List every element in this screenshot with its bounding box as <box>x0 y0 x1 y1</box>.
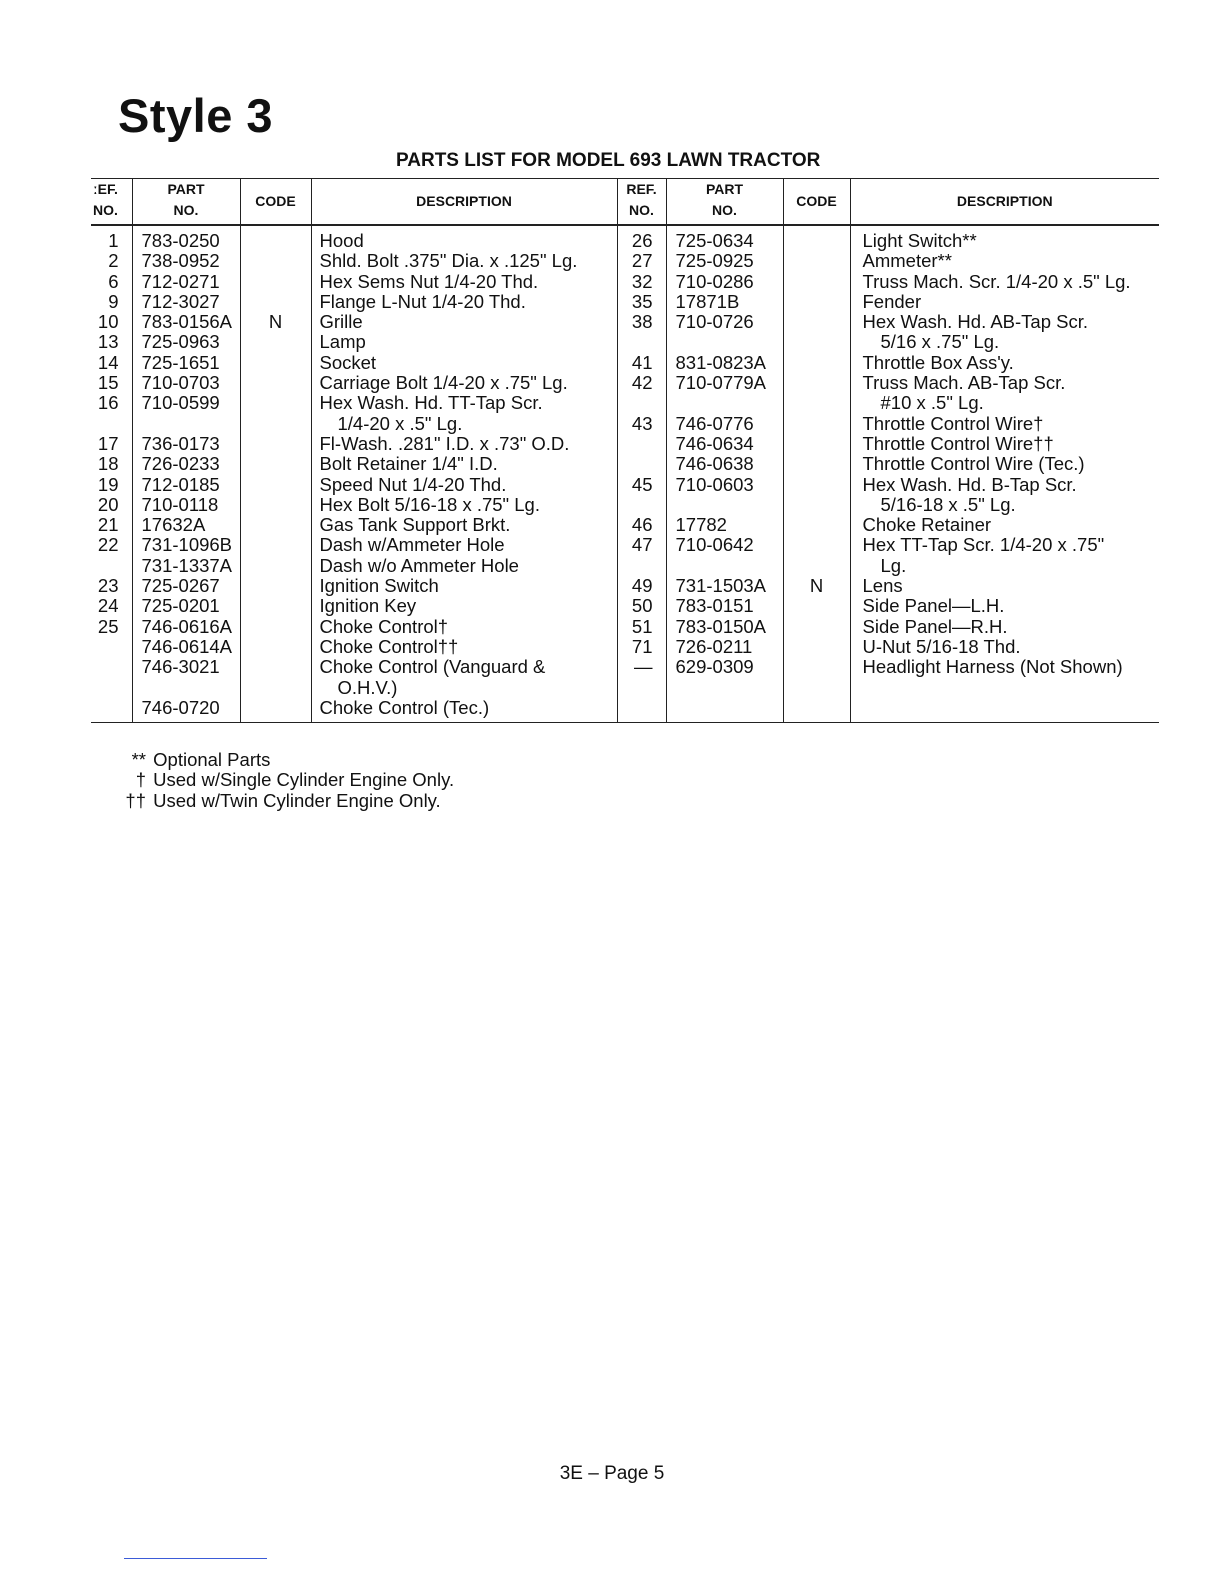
left-desc-cell: Grille <box>319 311 363 333</box>
right-code-cell <box>784 272 850 292</box>
right-part-cell: 783-0150A <box>675 615 767 637</box>
left-desc-cell: Choke Control† <box>319 615 449 637</box>
left-part-column <box>132 225 240 723</box>
left-part-cell: 736-0173 <box>141 432 220 454</box>
right-code-cell <box>784 515 850 535</box>
left-ref-cell: 21 <box>97 514 119 536</box>
right-ref-cell: 49 <box>631 575 653 597</box>
right-code-continuation <box>784 332 850 352</box>
left-desc-cell: Shld. Bolt .375" Dia. x .125" Lg. <box>319 250 578 272</box>
right-part-cell: 17782 <box>675 514 727 536</box>
left-part-continuation <box>142 414 240 434</box>
left-ref-cell: 16 <box>97 392 119 414</box>
right-desc-continuation: Lg. <box>880 554 907 576</box>
parts-list-title: PARTS LIST FOR MODEL 693 LAWN TRACTOR <box>396 150 821 171</box>
table-header-row <box>91 179 1159 226</box>
left-code-cell <box>241 535 311 555</box>
left-part-cell: 712-0271 <box>141 270 220 292</box>
left-ref-cell: 9 <box>108 290 119 312</box>
right-desc-cell: Headlight Harness (Not Shown) <box>862 656 1123 678</box>
right-desc-cell: Ammeter** <box>862 250 952 272</box>
right-part-column <box>666 225 783 723</box>
footnotes <box>118 750 454 811</box>
left-code-cell <box>241 332 311 352</box>
right-ref-cell: 35 <box>631 290 653 312</box>
right-code-cell <box>784 251 850 271</box>
left-ref-cell: 6 <box>108 270 119 292</box>
right-code-cell <box>784 434 850 454</box>
footnote: †† Used w/Twin Cylinder Engine Only. <box>125 789 441 811</box>
right-ref-cell: — <box>634 656 653 678</box>
right-desc-cell: Hex Wash. Hd. AB-Tap Scr. <box>862 311 1089 333</box>
left-ref-cell: 19 <box>97 473 119 495</box>
right-code-cell <box>784 292 850 312</box>
right-code-cell <box>784 657 850 677</box>
left-desc-cell: Dash w/o Ammeter Hole <box>319 554 519 576</box>
right-desc-cell: Lens <box>862 575 903 597</box>
right-desc-continuation: #10 x .5" Lg. <box>880 392 984 414</box>
right-desc-cell: Throttle Box Ass'y. <box>862 351 1014 373</box>
right-code-continuation <box>784 495 850 515</box>
left-ref-cell: 2 <box>108 250 119 272</box>
left-code-cell <box>241 292 311 312</box>
right-ref-cell: 47 <box>631 534 653 556</box>
left-code-cell <box>241 393 311 413</box>
footnote: ** Optional Parts <box>131 749 271 770</box>
left-ref-column <box>91 225 132 723</box>
right-desc-cell: Fender <box>862 290 922 312</box>
right-ref-cell <box>618 434 653 454</box>
right-code-cell <box>784 414 850 434</box>
right-code-cell <box>784 475 850 495</box>
left-code-cell <box>241 698 311 718</box>
right-ref-cell <box>618 454 653 474</box>
right-code-continuation <box>784 556 850 576</box>
right-ref-cell: 51 <box>631 615 653 637</box>
left-code-cell <box>241 617 311 637</box>
left-ref-cell: 22 <box>97 534 119 556</box>
right-part-cell: 731-1503A <box>675 575 767 597</box>
left-code-cell: N <box>268 311 283 333</box>
left-part-cell: 746-3021 <box>141 656 220 678</box>
right-desc-cell: Throttle Control Wire† <box>862 412 1044 434</box>
right-desc-cell: Side Panel—R.H. <box>862 615 1008 637</box>
right-part-continuation <box>676 556 783 576</box>
left-ref-cell: 25 <box>97 615 119 637</box>
header-ref-no: ːEF. NO. <box>91 179 132 226</box>
left-desc-continuation: 1/4-20 x .5" Lg. <box>337 412 463 434</box>
left-ref-cell: 1 <box>108 230 119 251</box>
left-ref-cell <box>91 556 119 576</box>
right-desc-cell: U-Nut 5/16-18 Thd. <box>862 635 1021 657</box>
left-desc-cell: Choke Control (Vanguard & <box>319 656 546 678</box>
header-part-no-right: PART NO. <box>666 179 783 226</box>
right-part-cell: 726-0211 <box>675 635 753 657</box>
right-code-cell <box>784 312 850 332</box>
right-ref-cell: 27 <box>631 250 653 272</box>
left-part-cell: 783-0250 <box>141 230 220 251</box>
right-ref-cell: 46 <box>631 514 653 536</box>
left-desc-cell: Ignition Key <box>319 595 417 617</box>
left-desc-continuation: O.H.V.) <box>337 676 398 698</box>
right-ref-cell: 38 <box>631 311 653 333</box>
right-part-continuation <box>676 393 783 413</box>
left-ref-cell: 14 <box>97 351 119 373</box>
left-part-cell: 738-0952 <box>141 250 220 272</box>
header-code-right: CODE <box>783 179 850 226</box>
left-ref-cell <box>91 657 119 677</box>
right-part-cell: 725-0634 <box>675 230 754 251</box>
right-description-column <box>850 225 1159 723</box>
right-code-cell <box>784 637 850 657</box>
right-ref-continuation <box>618 556 653 576</box>
header-code: CODE <box>240 179 311 226</box>
right-part-cell: 746-0638 <box>675 453 754 475</box>
left-ref-cell: 18 <box>97 453 119 475</box>
right-ref-cell: 45 <box>631 473 653 495</box>
right-part-cell: 710-0603 <box>675 473 754 495</box>
right-part-cell: 746-0776 <box>675 412 754 434</box>
left-part-cell: 725-1651 <box>141 351 220 373</box>
right-code-cell <box>784 535 850 555</box>
page-heading: Style 3 <box>118 89 274 142</box>
left-desc-cell: Hex Bolt 5/16-18 x .75" Lg. <box>319 493 540 515</box>
right-desc-cell: Choke Retainer <box>862 514 992 536</box>
footer-rule <box>124 1558 267 1559</box>
left-part-cell: 731-1337A <box>141 554 233 576</box>
left-code-cell <box>241 475 311 495</box>
parts-table <box>91 178 1159 723</box>
left-desc-cell: Lamp <box>319 331 366 353</box>
left-code-cell <box>241 231 311 251</box>
left-ref-cell <box>91 698 119 718</box>
right-desc-cell: Truss Mach. AB-Tap Scr. <box>862 372 1066 394</box>
right-part-cell: 710-0286 <box>675 270 754 292</box>
header-description-right: DESCRIPTION <box>850 179 1159 226</box>
left-part-cell: 725-0267 <box>141 575 220 597</box>
right-ref-cell: 32 <box>631 270 653 292</box>
left-ref-cell: 20 <box>97 493 119 515</box>
header-part-no: PART NO. <box>132 179 240 226</box>
left-part-cell: 746-0616A <box>141 615 233 637</box>
right-ref-cell: 43 <box>631 412 653 434</box>
right-desc-cell: Hex Wash. Hd. B-Tap Scr. <box>862 473 1077 495</box>
right-ref-cell: 41 <box>631 351 653 373</box>
left-part-cell: 710-0599 <box>141 392 220 414</box>
left-desc-cell: Gas Tank Support Brkt. <box>319 514 511 536</box>
right-desc-cell: Light Switch** <box>862 230 977 251</box>
right-part-continuation <box>676 332 783 352</box>
left-desc-cell: Speed Nut 1/4-20 Thd. <box>319 473 507 495</box>
left-desc-cell: Ignition Switch <box>319 575 439 597</box>
left-part-cell: 725-0201 <box>141 595 220 617</box>
right-code-continuation <box>784 393 850 413</box>
right-part-cell: 710-0726 <box>675 311 754 333</box>
left-ref-cell: 23 <box>97 575 119 597</box>
left-ref-cell: 10 <box>97 311 119 333</box>
right-desc-continuation: 5/16 x .75" Lg. <box>880 331 1000 353</box>
left-code-cell <box>241 495 311 515</box>
left-code-continuation <box>241 678 311 698</box>
left-ref-cell: 17 <box>97 432 119 454</box>
left-part-cell: 712-0185 <box>141 473 220 495</box>
right-part-cell: 17871B <box>675 290 740 312</box>
left-part-cell: 726-0233 <box>141 453 220 475</box>
right-code-cell <box>784 231 850 251</box>
left-code-cell <box>241 596 311 616</box>
left-ref-cell: 13 <box>97 331 119 353</box>
left-ref-cell <box>91 637 119 657</box>
right-ref-cell: 71 <box>631 635 653 657</box>
left-part-cell: 710-0703 <box>141 372 220 394</box>
left-part-cell: 725-0963 <box>141 331 220 353</box>
left-code-cell <box>241 272 311 292</box>
right-desc-cell: Throttle Control Wire†† <box>862 432 1054 454</box>
right-desc-cell: Hex TT-Tap Scr. 1/4-20 x .75" <box>862 534 1105 556</box>
left-part-cell: 712-3027 <box>141 290 220 312</box>
right-desc-cell: Side Panel—L.H. <box>862 595 1005 617</box>
left-code-continuation <box>241 414 311 434</box>
left-part-cell: 17632A <box>141 514 206 536</box>
right-part-cell: 746-0634 <box>675 432 754 454</box>
right-part-cell: 710-0779A <box>675 372 767 394</box>
right-part-cell: 783-0151 <box>675 595 754 617</box>
left-code-cell <box>241 515 311 535</box>
left-desc-cell: Carriage Bolt 1/4-20 x .75" Lg. <box>319 372 568 394</box>
left-desc-cell: Choke Control†† <box>319 635 459 657</box>
left-part-cell: 710-0118 <box>141 493 219 515</box>
left-code-column <box>240 225 311 723</box>
left-code-cell <box>241 556 311 576</box>
left-desc-cell: Hood <box>319 230 364 251</box>
left-part-cell: 783-0156A <box>141 311 233 333</box>
right-code-cell: N <box>809 575 824 597</box>
right-ref-cell: 42 <box>631 372 653 394</box>
right-ref-continuation <box>618 495 653 515</box>
right-part-cell: 725-0925 <box>675 250 754 272</box>
left-desc-cell: Hex Sems Nut 1/4-20 Thd. <box>319 270 539 292</box>
left-code-cell <box>241 657 311 677</box>
page-number: 3E – Page 5 <box>559 1463 665 1484</box>
left-code-cell <box>241 576 311 596</box>
right-part-cell: 710-0642 <box>675 534 754 556</box>
right-code-column <box>783 225 850 723</box>
table-body-row <box>91 225 1159 723</box>
left-ref-continuation <box>91 678 119 698</box>
left-code-cell <box>241 637 311 657</box>
right-part-continuation <box>676 495 783 515</box>
right-code-cell <box>784 596 850 616</box>
right-ref-column <box>617 225 666 723</box>
header-ref-no-right: REF. NO. <box>617 179 666 226</box>
right-ref-continuation <box>618 332 653 352</box>
right-ref-cell: 50 <box>631 595 653 617</box>
right-code-cell <box>784 373 850 393</box>
header-description: DESCRIPTION <box>311 179 617 226</box>
left-part-cell: 746-0720 <box>141 696 220 718</box>
left-code-cell <box>241 373 311 393</box>
right-code-cell <box>784 617 850 637</box>
left-code-cell <box>241 454 311 474</box>
left-ref-cell: 24 <box>97 595 119 617</box>
right-ref-continuation <box>618 393 653 413</box>
left-ref-continuation <box>91 414 119 434</box>
left-code-cell <box>241 251 311 271</box>
left-desc-cell: Flange L-Nut 1/4-20 Thd. <box>319 290 526 312</box>
left-desc-cell: Dash w/Ammeter Hole <box>319 534 505 556</box>
left-desc-cell: Bolt Retainer 1/4" I.D. <box>319 453 498 475</box>
left-ref-cell: 15 <box>97 372 119 394</box>
left-code-cell <box>241 353 311 373</box>
left-part-cell: 731-1096B <box>141 534 233 556</box>
right-code-cell <box>784 454 850 474</box>
left-code-cell <box>241 434 311 454</box>
left-part-cell: 746-0614A <box>141 635 233 657</box>
footnote: † Used w/Single Cylinder Engine Only. <box>135 769 455 791</box>
right-code-cell <box>784 353 850 373</box>
right-part-cell: 831-0823A <box>675 351 767 373</box>
right-desc-cell: Truss Mach. Scr. 1/4-20 x .5" Lg. <box>862 270 1131 292</box>
right-desc-cell: Throttle Control Wire (Tec.) <box>862 453 1085 475</box>
left-desc-cell: Socket <box>319 351 377 373</box>
left-desc-cell: Fl-Wash. .281" I.D. x .73" O.D. <box>319 432 570 454</box>
right-ref-cell: 26 <box>631 230 653 251</box>
left-desc-cell: Choke Control (Tec.) <box>319 696 490 718</box>
left-description-column <box>311 225 617 723</box>
right-desc-continuation: 5/16-18 x .5" Lg. <box>880 493 1016 515</box>
left-desc-cell: Hex Wash. Hd. TT-Tap Scr. <box>319 392 543 414</box>
right-part-cell: 629-0309 <box>675 656 754 678</box>
left-part-continuation <box>142 678 240 698</box>
